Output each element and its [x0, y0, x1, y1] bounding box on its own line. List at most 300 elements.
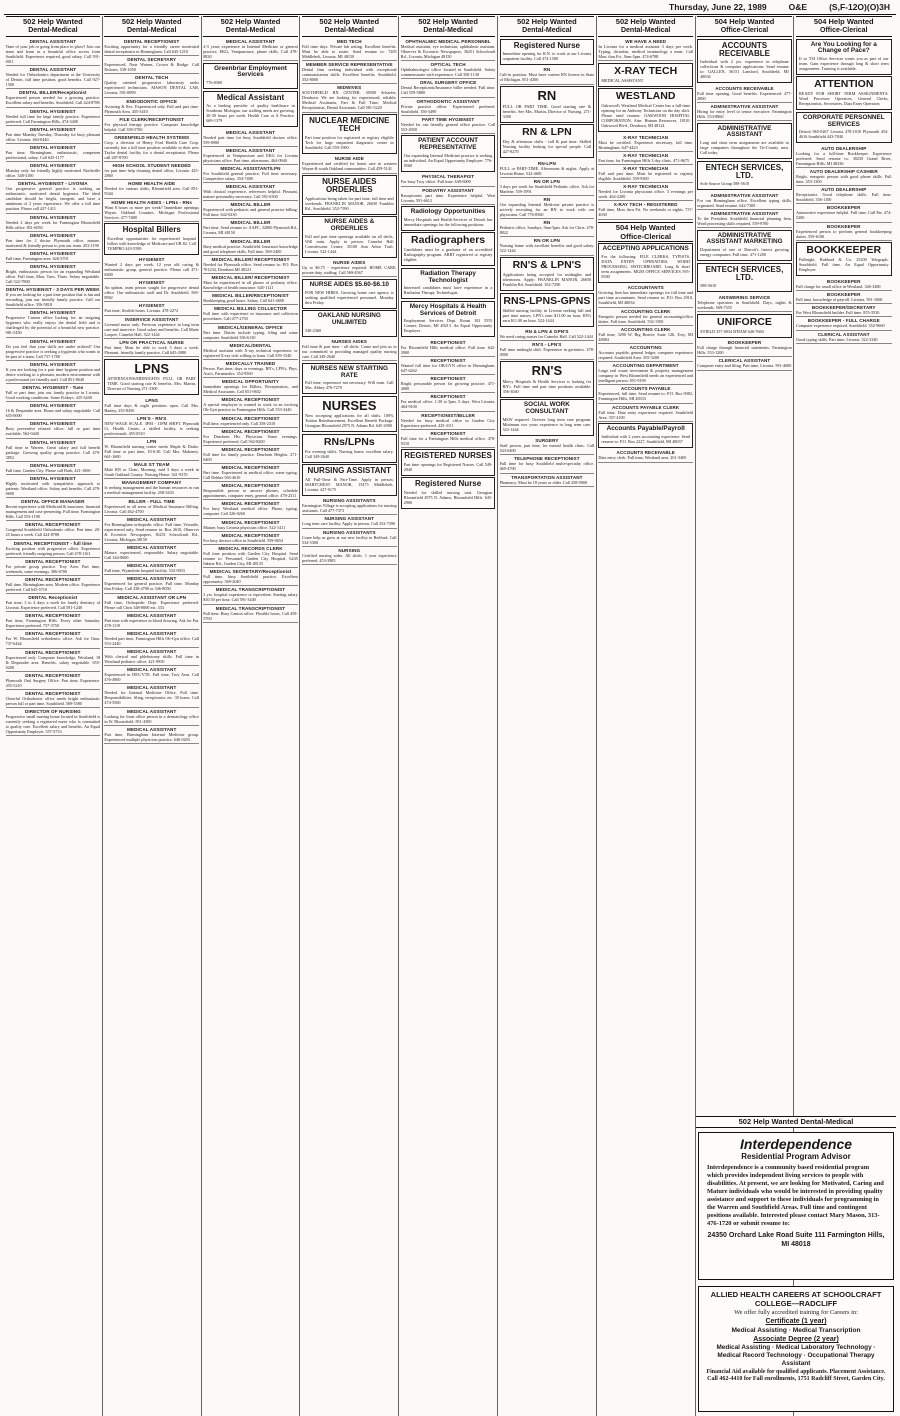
- ad-heading: MEDICAL RECORDS CLERK: [218, 546, 283, 552]
- ad-heading: DENTAL RECEPTIONIST: [25, 649, 81, 655]
- classified-ad: [104, 397, 199, 415]
- classified-ad: [203, 201, 298, 219]
- classified-ad: [598, 344, 693, 362]
- ad-heading: MEDICAL ASSISTANT: [127, 544, 177, 550]
- classified-ad: [302, 338, 397, 361]
- ad-body: Part time, for Farmington Hills 3 day clinic. 471-0675: [598, 157, 690, 163]
- classified-ad: [6, 250, 101, 263]
- ad-heading: ACCOUNTS RECEIVABLE: [715, 85, 774, 91]
- classified-ad: [203, 238, 298, 256]
- ad-body: Do you feel that your skills are under utilized? Our progressive practice is seeking a hygienist who wants to be part of a team. Call 737-1700: [5, 343, 101, 359]
- display-ad-body: Our expanding Internal Medicine practice is seeking an individual. An Equal Opportunity Employer. 776-0560: [403, 152, 493, 168]
- classified-ad: [796, 204, 892, 222]
- ad-heading: MEDICAL ASSISTANT/LPN: [220, 165, 281, 171]
- display-ad-body: Oakwood's Westland Medical Center has a full-time opening for an Anthony Technician on the day shift. Please send resume: OAKWOOD HOSPITAL CORPORATION, Attn: Human Resources, 18101 Oakwood Blvd., Dearborn, MI 48124: [601, 103, 690, 129]
- ad-heading: BOOKKEEPER/SECRETARY: [811, 305, 876, 311]
- ad-body: If you are looking for a part time hygiene position and desire working in a pleasant, modern environment with a professional yet friendly staff. Call 851-8640: [5, 366, 101, 382]
- ad-heading: LPNS: [145, 397, 159, 403]
- ad-heading: DENTAL RECEPTIONIST: [25, 631, 81, 637]
- display-ad: [598, 63, 693, 87]
- ad-body: Experienced person to perform general bookkeeping duties. 559-6100: [795, 228, 892, 239]
- ad-heading: LPN'S - RN'S: [136, 415, 167, 421]
- ad-body: Farmington Village is accepting applications for nursing assistants. Call 477-7373: [301, 503, 397, 514]
- classified-ad: [598, 165, 693, 183]
- display-ad: [500, 39, 595, 65]
- ad-body: If you are looking for a part time position that is fun and rewarding, join our friendly family practice. Call our Southfield office. 356-5818: [5, 292, 101, 308]
- classified-ad: [6, 420, 101, 438]
- display-ad: [796, 242, 892, 276]
- display-ad-heading: NURSE AIDES & ORDERLIES: [324, 218, 375, 233]
- display-ad: [401, 206, 496, 231]
- classified-ad: [6, 108, 101, 126]
- classified-ad: [203, 605, 298, 623]
- ad-body: Part time, Birmingham Internal Medicine group. Experienced multiple physician practice. 646-0203: [104, 731, 199, 742]
- classified-ad: [6, 521, 101, 539]
- display-ad-heading: NURSING ASSISTANT: [307, 466, 392, 476]
- display-ad-heading: ACCEPTING APPLICATIONS: [602, 245, 689, 253]
- section-heading: 502 Help Wanted Dental-Medical: [500, 16, 595, 37]
- ad-body: Full time, experienced only. Call 358-2310: [203, 420, 276, 426]
- classified-ad: [203, 519, 298, 532]
- section-heading: 502 Help Wanted Dental-Medical: [401, 16, 496, 37]
- classified-ad: [6, 576, 101, 594]
- ad-body: For West Bloomfield builder. Full time. 855-3530: [795, 310, 880, 316]
- classified-ad: [6, 66, 101, 89]
- display-ad-body: Employment Services Dept. Room 103 5555 Conner, Detroit, MI 48213. An Equal Opportunity Employer: [403, 318, 493, 334]
- display-ad: [697, 161, 792, 191]
- ad-body: Part time, Must be able to work 3 days a week. Pleasant, friendly family practice. Call 645-2080: [104, 344, 199, 355]
- display-ad-heading: Accounts Payable/Payroll: [606, 425, 685, 433]
- display-ad-body: Department of one of Detroit's fastest growing energy companies. Full time. 471-1200: [700, 247, 789, 258]
- display-ad-heading: NURSES NEW STARTING RATE: [310, 364, 388, 379]
- ad-body: Experienced person needed for a growing practice. Excellent salary and benefits. Southfield. Call 424-8788: [5, 95, 101, 106]
- ad-heading: DENTAL RECEPTIONIST: [124, 39, 180, 44]
- ad-heading: DENTAL OFFICE MANAGER: [21, 499, 85, 505]
- ad-heading: MEDICAL TRANSCRIPTIONIST: [215, 587, 286, 593]
- schoolcraft-certificate-heading: Certificate (1 year): [765, 1318, 827, 1325]
- classified-ad: [203, 38, 298, 61]
- classified-ad: [104, 74, 199, 97]
- display-ad-body: Applications being taken for part time, full time and weekends. FRANKLIN MANOR, 26650 Franklin Rd., Southfield. 352-7390: [304, 195, 394, 211]
- display-ad-heading: ENTECH SERVICES, LTD.: [705, 162, 784, 180]
- classified-ad: [104, 339, 199, 357]
- ad-body: For medical office. 1:30 to 5pm. 5 days. West Livonia. 464-9100: [400, 399, 496, 410]
- classified-ad: [598, 152, 693, 165]
- ad-body: Good typing skills. Part time, Livonia. 522-3340: [795, 336, 878, 342]
- display-ad: [796, 112, 892, 143]
- classified-ad: [500, 341, 595, 359]
- classified-ad: [500, 328, 595, 341]
- column-1: [4, 16, 103, 1416]
- ad-body: Needed full time for large family practice. Experience preferred. Call Farmington Hills, 474-3400: [5, 113, 101, 124]
- classified-ad: [6, 402, 101, 420]
- display-ad: [697, 123, 792, 159]
- schoolcraft-associate-heading: Associate Degree (2 year): [753, 1336, 839, 1343]
- classified-ad: [6, 630, 101, 648]
- ad-heading: ACCOUNTING CLERK: [620, 326, 671, 332]
- ad-body: Monday only for friendly highly motivated Northville office. 348-3100: [5, 168, 101, 179]
- ad-heading: DENTAL HYGIENIST - Tues: [22, 385, 84, 390]
- classified-ad: [401, 339, 496, 357]
- classified-ad: [401, 38, 496, 61]
- classified-ad: [697, 103, 792, 121]
- ad-body: Receptionist. Good telephone skills. Full time. Southfield. 356-1100: [795, 192, 892, 203]
- display-ad-heading: OAKLAND NURSING UNLIMITED: [317, 312, 381, 326]
- display-ad-heading: Medical Assistant: [216, 92, 285, 102]
- ad-heading: HYGIENIST: [138, 303, 165, 309]
- classified-ad: [500, 66, 595, 84]
- classified-ad: [6, 338, 101, 361]
- ad-body: Full time, Farmington area. 626-3701: [5, 255, 69, 261]
- classified-ad: [796, 291, 892, 304]
- classified-ad: [401, 98, 496, 116]
- ad-body: Accounts payable, general ledger, computer experience required. Southfield Area. 355-3200: [598, 349, 693, 360]
- classified-ad: [302, 529, 397, 547]
- ad-body: With clinical experience, references helpful. Pleasant, mature personality necessary. Call 591-6300: [203, 189, 298, 200]
- display-ad: [104, 359, 199, 396]
- ad-heading: DENTAL RECEPTIONIST: [25, 522, 81, 528]
- ad-body: NEW WAGE SCALE. 3PM - 11PM SHIFT. Plymouth Ct. Health Center, a skilled facility, is seeking professionals. 455-0510: [104, 420, 199, 436]
- classified-ad: [104, 162, 199, 180]
- display-ad: [104, 223, 199, 254]
- section-heading: 502 Help Wanted Dental-Medical: [104, 16, 199, 37]
- ad-body: Immediate openings for Billers, Receptionists, and Medical Assistants. Call 651-0652: [203, 384, 298, 395]
- display-ad-body: Immediate opening for R.N. to work at our Livonia outpatient facility. Call 474-1500: [502, 50, 592, 61]
- classified-ad: [203, 482, 298, 500]
- ad-body: For physical therapy practice. Computer knowledge helpful. Call 358-5700: [104, 121, 199, 132]
- ad-body: SOUTHFIELD RN CENTER. 30500 Schaefer, Dearborn. We are looking for experienced, reliable: Medical Assistants, Part & Full Time, Medical Receptionists, Dental Assistants. Call 581-5220: [301, 90, 397, 111]
- classified-ad: [796, 278, 892, 291]
- ad-heading: HYGIENIST: [138, 280, 165, 286]
- ad-body: Busy preventive relaxed office, full or part time available. 562-0440: [5, 426, 101, 437]
- classified-ad: [203, 464, 298, 482]
- classified-ad: [500, 160, 595, 178]
- ad-heading: AUTO DEALERSHIP: [821, 145, 867, 151]
- classified-ad: [203, 219, 298, 237]
- display-ad-body: 588-5610: [700, 283, 717, 289]
- ad-heading: DENTAL HYGIENIST: [29, 126, 76, 132]
- ad-body: Mature, experienced, responsible. Salary negotiable. Call 344-0600: [104, 549, 199, 560]
- ad-body: Data entry clerk. Full time, Westland area. 261-3400: [598, 455, 687, 461]
- ad-heading: ACCOUNTING CLERK: [620, 308, 671, 314]
- classified-ad: [203, 324, 298, 342]
- classified-ad: [401, 393, 496, 411]
- ad-body: A special employee is wanted to work in an exciting Ob-Gyn practice in Farmington Hills. Call 553-3440: [203, 402, 298, 413]
- section-heading: 502 Help Wanted Dental-Medical: [6, 16, 101, 37]
- ad-body: Needed for busy medical office in Garden City. Experience preferred. 425-3111: [400, 417, 496, 428]
- display-ad: [500, 399, 595, 435]
- ad-list: [104, 38, 199, 744]
- display-ad-heading: BOOKKEEPER: [806, 244, 882, 257]
- ad-heading: NURSING ASSISTANTS: [322, 529, 376, 535]
- ad-heading: SURGERY: [535, 438, 559, 444]
- ad-body: Part time, Birmingham, enthusiastic, competent professional, salary. Call 645-1177: [5, 149, 101, 160]
- classified-ad: [203, 292, 298, 305]
- ad-body: Full time, Mon. thru Fri. No weekends or nights. 737-4030: [598, 207, 693, 218]
- ad-body: Wanted full time for OB/GYN office in Birmingham. 647-6262: [400, 363, 496, 374]
- display-ad-body: If so TSI Office Services wants you as part of our team. Gain experience through long & short term assignments. Training is available.: [798, 55, 889, 71]
- display-ad-body: AFTERNOONS/MIDNIGHTS FULL OR PART TIME. Good starting rate & benefits. Mrs. Martin, Director of Nursing 271-3300: [107, 376, 196, 392]
- classified-ad: [302, 259, 397, 277]
- display-ad: [697, 39, 792, 84]
- ad-body: Must be certified. Experience necessary, full time. Birmingham. 647-4423: [598, 139, 693, 150]
- classified-ad: [203, 274, 298, 292]
- ad-heading: DENTAL HYGIENIST: [29, 462, 76, 468]
- ad-heading: MEDICAL RECEPTIONIST: [221, 465, 280, 471]
- ad-body: Assisting & Rec. Experienced only. Full and part time. Plymouth Area. 455-3410: [104, 103, 199, 114]
- display-ad-heading: Are You Looking for a Change of Pace?: [810, 40, 877, 55]
- ad-heading: ADMINISTRATIVE ASSISTANT: [710, 211, 779, 217]
- ad-body: Pharmacy. Must be 18 years or older. Call 258-0900: [499, 479, 587, 485]
- ad-list: [401, 38, 496, 509]
- ad-body: Telephone operators in Southfield. Days, nights & weekends. 569-7355: [697, 299, 792, 310]
- display-ad: [500, 293, 595, 327]
- ad-body: Growing firm has immediate openings for full time and part time accountants. Send resume to: P.O. Box 2910, Southfield, MI 48034: [598, 290, 693, 306]
- ad-body: Wanted 2 days per week, 12 year old caring & enthusiastic group, general practice. Please call 471-8400: [104, 262, 199, 278]
- ad-body: For Bloomfield Hills medical office. Full time. 642-3900: [400, 344, 496, 355]
- ad-body: Large real estate investment & property management company in West Bloomfield needs an experienced and intelligent person. 851-9190: [598, 368, 693, 384]
- ad-body: Looking for front office person in a dermatology office in W. Bloomfield. 851-4500: [104, 713, 199, 724]
- ad-heading: HYGIENIST: [138, 257, 165, 263]
- ad-heading: MEDICAL RECEPTIONIST: [221, 519, 280, 525]
- ad-heading: ACCOUNTS PAYABLE CLERK: [611, 404, 680, 410]
- ad-heading: RN: [543, 67, 551, 73]
- display-ad: [796, 76, 892, 110]
- ad-heading: X-RAY TECHNICIAN: [623, 166, 669, 172]
- display-ad-heading: Greenbriar Employment Services: [214, 64, 287, 79]
- ad-heading: DENTAL HYGIENIST: [29, 232, 76, 238]
- ad-heading: NURSING ASSISTANT: [324, 516, 375, 522]
- ad-heading: PART TIME HYGIENIST: [421, 116, 475, 122]
- display-ad-heading: RNs/LPNs: [323, 435, 375, 448]
- classified-ad: [203, 342, 298, 360]
- ad-heading: DENTAL HYGIENIST: [29, 144, 76, 150]
- ad-heading: RN OR LPN: [533, 178, 560, 184]
- classified-ad: [203, 256, 298, 274]
- ad-heading: WE HAVE A NEED: [625, 39, 667, 44]
- ad-heading: DENTAL RECEPTIONIST - full time: [13, 540, 92, 546]
- ad-heading: DENTAL HYGIENIST: [29, 421, 76, 427]
- ad-body: Experienced, full time. Send resume to: P.O. Box 9082, Farmington Hills, MI 48333: [598, 391, 693, 402]
- ad-body: Full and part time. Must be registered or registry eligible. Southfield. 559-9300: [598, 171, 693, 182]
- ad-body: Full time, Orthopedic Dept. Experience preferred. Please call Chris 348-8000 ext. 333: [104, 599, 199, 610]
- display-ad-heading: SOCIAL WORK CONSULTANT: [523, 401, 570, 415]
- ad-heading: MALE ST TEAM: [133, 462, 170, 468]
- ad-heading: DENTAL HYGIENIST: [29, 403, 76, 409]
- display-ad-body: Now accepting applications for all shifts. 100% Tuition Reimbursement, Excellent Benefit Package. Georgian Bloomfield 2975 N. Adams Rd. 645-2900: [304, 413, 394, 429]
- ad-body: Part time, 3 to 4 days a week for family dentistry of Livonia. Experience preferred. Call 591-1240: [5, 600, 101, 611]
- ad-heading: MEDICAL ASSISTANT: [225, 147, 276, 153]
- ad-body: Medical assistant with X-ray technical experience, or registered X-ray tech willing to learn. Call 559-1540: [203, 347, 298, 358]
- classified-ad: [203, 147, 298, 165]
- ad-heading: MEDICAL ASSISTANT: [127, 726, 177, 732]
- ad-heading: DENTAL HYGIENIST: [29, 310, 76, 316]
- ad-heading: MEDICAL RECEPTIONIST: [221, 501, 280, 507]
- ad-body: Bright, energetic person with good phone skills. Full time. 353-1300: [795, 174, 892, 185]
- display-ad: [203, 63, 298, 89]
- classified-ad: [104, 256, 199, 279]
- classified-ad: [500, 219, 595, 237]
- classified-ad: [598, 362, 693, 385]
- ad-heading: MEDICAL BILLER: [230, 220, 271, 226]
- display-ad-body: Fulbright, Rubbard & Co. 25200 Telegraph, Southfield. Full time. An Equal Opportunity Employer.: [798, 257, 889, 273]
- ad-heading: X-RAY TECHNICIAN: [623, 134, 669, 140]
- classified-ad: [104, 180, 199, 198]
- classified-ad: [697, 210, 792, 228]
- display-ad-body: 776-0560: [206, 80, 223, 86]
- classified-ad: [6, 649, 101, 672]
- classified-ad: [697, 357, 792, 370]
- ad-heading: DENTAL HYGIENIST: [29, 163, 76, 169]
- display-ad-body: For the following: FILE CLERKS, TYPISTS, DATA ENTRY OPERATORS, WORD PROCESSING, SWITCHBOARD. Long & short term assignments. MGM OFFICE SERVICES 595-8500: [601, 253, 690, 279]
- column-4: [300, 16, 399, 1416]
- ad-body: Responsible person to answer phones, schedule appointments, computer entry, general office. 478-2311: [203, 488, 298, 499]
- schoolcraft-subtitle: We offer fully accredited training for Careers in:: [734, 1309, 858, 1316]
- classified-ad: [104, 38, 199, 56]
- display-ad-heading: REGISTERED NURSES: [404, 451, 492, 461]
- classified-ad: [796, 223, 892, 241]
- classified-ad: [203, 183, 298, 201]
- display-ad: [401, 301, 496, 337]
- ad-body: Full charge for small office in Westland. 326-3480: [795, 283, 881, 289]
- ad-body: Our progressive general practice is seeking an enthusiastic, motivated dental hygienist. The ideal candidate should be bright, energetic and have a minimum of 2 years experience. We offer a full time position. Please call 427-1411: [5, 186, 101, 212]
- classified-ad: [203, 415, 298, 428]
- ad-body: Hiring for entry level to senior executive. Farmington Hills. 553-8860: [697, 108, 792, 119]
- ad-heading: RECEPTIONIST/BILLER: [421, 412, 475, 418]
- ad-heading: ENDODONTIC OFFICE: [126, 98, 178, 104]
- display-ad-body: READY FOR SHORT TERM ASSIGNMENTS: Word Processor Operators, General Clerks, Receptionists, Secretaries, Data Entry Operators: [798, 91, 889, 107]
- display-ad-heading: PATIENT ACCOUNT REPRESENTATIVE: [418, 137, 479, 152]
- ad-heading: DENTAL HYGIENIST: [29, 264, 76, 270]
- ad-heading: DENTAL HYGIENIST: [29, 475, 76, 481]
- ad-body: Private practice office. Experienced preferred. Southfield. 356-3490: [400, 103, 496, 114]
- display-ad-heading: RN: [537, 88, 557, 104]
- display-ad: [500, 257, 595, 291]
- classified-ad: [203, 360, 298, 378]
- classified-ad: [796, 145, 892, 168]
- display-ad: [598, 243, 693, 283]
- ad-body: Part time with experience in blood drawing. Ask for Pat. 478-1119: [104, 617, 199, 628]
- ad-heading: BILLER - FULL TIME: [128, 498, 175, 504]
- ad-heading: RN & LPN & GPN'S: [525, 329, 569, 335]
- ad-heading: ANSWERING SERVICE: [718, 294, 771, 300]
- display-ad-body: Applications being accepted for midnights and afternoons. Apply: FRANKLIN MANOR, 26650 Franklin Rd, Southfield. 352-7390: [502, 272, 592, 288]
- ad-body: Corp. a division of Henry Ford Health Care Corp. currently has a full time position available in their new Taylor dental facility for a dental receptionist. Please call 287-8700: [104, 139, 199, 160]
- ad-heading: LPN OR PRACTICAL NURSE: [119, 339, 185, 345]
- display-ad-body: All Full-Time & Part-Time. Apply in person. MARYCREST MANOR, 15475 Middlebelt, Livonia. 427-9175: [304, 476, 394, 492]
- ad-heading: LPN: [146, 439, 157, 445]
- ad-body: Pediatric office, Sundays, 9am-5pm. Ask for Chris. 478-8822: [499, 225, 595, 236]
- classified-ad: [500, 474, 595, 487]
- classified-ad: [203, 305, 298, 323]
- ad-heading: DENTAL TECH: [135, 75, 169, 81]
- classified-ad: [104, 302, 199, 315]
- classified-ad: [6, 263, 101, 286]
- ad-body: Bookkeeping good hours. Salary. Call 641-4600: [203, 298, 284, 304]
- display-ad-body: Mercy Hospitals & Health Services is looking for RN's. Full time and part time positions available. 356-3040: [502, 378, 592, 394]
- ad-list: [302, 38, 397, 565]
- column-2: [103, 16, 202, 1416]
- classified-ad: [6, 144, 101, 162]
- ad-body: Mature, busy Livonia physician office. 522-1411: [203, 524, 286, 530]
- ad-body: Exciting opportunity for a friendly career motivated dental receptionist in Birmingham. Call 645-1210: [104, 44, 199, 54]
- ad-heading: DENTAL BILLER/Receptionist: [19, 90, 87, 96]
- ad-body: For busy doctors office in Southfield. 559-0654: [203, 537, 284, 543]
- ad-heading: MEDICAL SECRETARY/Receptionist: [209, 569, 292, 575]
- classified-ad: [6, 672, 101, 690]
- ad-body: Full time. Data entry experience required. Southfield Area. 357-4100: [598, 409, 693, 420]
- ad-heading: MED TECH: [336, 39, 362, 44]
- ad-body: Needed part time, Farmington Hills Ob-Gyn office. Call 553-2440: [104, 635, 199, 646]
- ad-body: 16 & Dequindre area. Hours and salary negotiable. Call 655-0000: [5, 408, 101, 419]
- ad-heading: DENTAL HYGIENIST: [29, 108, 76, 114]
- ad-heading: BOOKKEEPER: [727, 340, 762, 346]
- ad-body: Part time Monday Tuesday, Thursday for busy pleasant office. Livonia. 464-0440: [5, 131, 101, 142]
- ad-body: Time of your job or going from place to place? Join our team and learn in a beautiful office across from Southfield. Experience required, good salary. Call 591-0011: [5, 44, 101, 64]
- ad-body: Person. Part time, days or evenings. RN's, LPN's, Phys. Asst's, Paramedics. 352-9560: [203, 365, 298, 376]
- classified-ad: [104, 612, 199, 630]
- classified-ad: [104, 648, 199, 666]
- display-ad: [697, 263, 792, 293]
- display-ad-body: Individual with 2 years accounting experience. Send resume to: P.O. Box 2227, Southfield, MI 48037: [601, 433, 690, 444]
- display-ad-heading: ACCOUNTS RECEIVABLE: [718, 40, 770, 58]
- ad-heading: MANAGEMENT COMPANY: [121, 480, 182, 486]
- ad-body: Full time. Birmingham area. Modern office. Experience preferred. Call 645-5710: [5, 581, 101, 592]
- ad-body: Bright personable person for growing practice. 471-4000: [400, 381, 496, 392]
- ad-body: Progressive Canton office looking for an outgoing hygienist who really enjoys the dental field and is challenged by the potential of a beautiful new practice. 981-5450: [5, 315, 101, 336]
- ad-heading: RN'S - LPN'S: [532, 342, 562, 348]
- ad-heading: AUTO DEALERSHIP: [821, 187, 867, 193]
- ad-body: Call-in position. Must have current RN license in State of Michigan. 851-4300: [499, 72, 595, 83]
- ad-heading: DENTAL HYGIENIST: [29, 338, 76, 344]
- classified-ad: [203, 378, 298, 396]
- ad-list: [598, 38, 693, 220]
- ad-heading: DENTAL HYGIENIST: [29, 439, 76, 445]
- display-ad: [302, 396, 397, 433]
- schoolcraft-footer: Financial Aid available for qualified applicants. Placement Assistance. Call 462-4410 for Fall enrollments, 1751 Radcliff Street, Garden City.: [706, 1369, 886, 1382]
- ad-body: Full time midnight shift. Experience in geriatrics. 478-4900: [499, 347, 595, 358]
- classified-ad: [203, 545, 298, 568]
- display-ad-body: FULL OR PART TIME. Good starting rate & benefits. See Mrs. Martin, Director of Nursing. 271-3300: [502, 103, 592, 119]
- ad-heading: MEDICAL ASSISTANT: [225, 184, 276, 190]
- classified-ad: [598, 326, 693, 344]
- classified-ad: [598, 385, 693, 403]
- display-ad-body: S'FIELD 357-0034 B'HAM 646-7660: [700, 328, 764, 334]
- ad-body: Full time, Wyandotte hospital facility. 532-0033: [104, 568, 185, 574]
- classified-ad: [6, 38, 101, 66]
- classified-ad: [203, 129, 298, 147]
- ad-body: Progressive small nursing home located in Southfield is currently seeking a registered nurse who is committed to quality care. Excellent salary and benefits. An Equal Opportunity Employer. 557-3733: [5, 714, 101, 735]
- display-ad: [401, 477, 496, 508]
- ad-list: [500, 39, 595, 487]
- ad-body: Male RN or Chair, Morning, mid 3 days a week in South Oakland County. Nursing Home. 541-9270: [104, 467, 199, 478]
- header-date: Thursday, June 22, 1989: [669, 2, 767, 12]
- display-ad-body: MEDICAL ASSISTANT: [601, 77, 644, 83]
- ad-body: Computer experience required. Southfield. 352-9660: [795, 323, 885, 329]
- display-ad-heading: Mercy Hospitals & Health Services of Detroit: [409, 302, 487, 317]
- ad-heading: MEDICAL BILLER: [230, 238, 271, 244]
- classified-ad: [697, 339, 792, 357]
- ad-body: Bright, enthusiastic person for an expanding Westland office. Full time, Mon, Tues, Thurs. Salary negotiable. Call 522-7800: [5, 269, 101, 285]
- display-ad: [598, 88, 693, 132]
- display-ad-body: Excellent opportunities for experienced hospital billers with knowledge of Medicare and UB 82. Call TEMPRO 443-5590: [107, 235, 196, 251]
- ad-body: Full time. Busy Canton office. Flexible hours. Call 459-5700: [203, 610, 298, 621]
- classified-ad: [302, 155, 397, 173]
- schoolcraft-ad: [698, 1286, 894, 1412]
- ad-heading: CLERICAL ASSISTANT: [817, 331, 870, 337]
- classified-ad: [104, 415, 199, 438]
- ad-heading: ADMINISTRATIVE ASSISTANT: [710, 192, 779, 198]
